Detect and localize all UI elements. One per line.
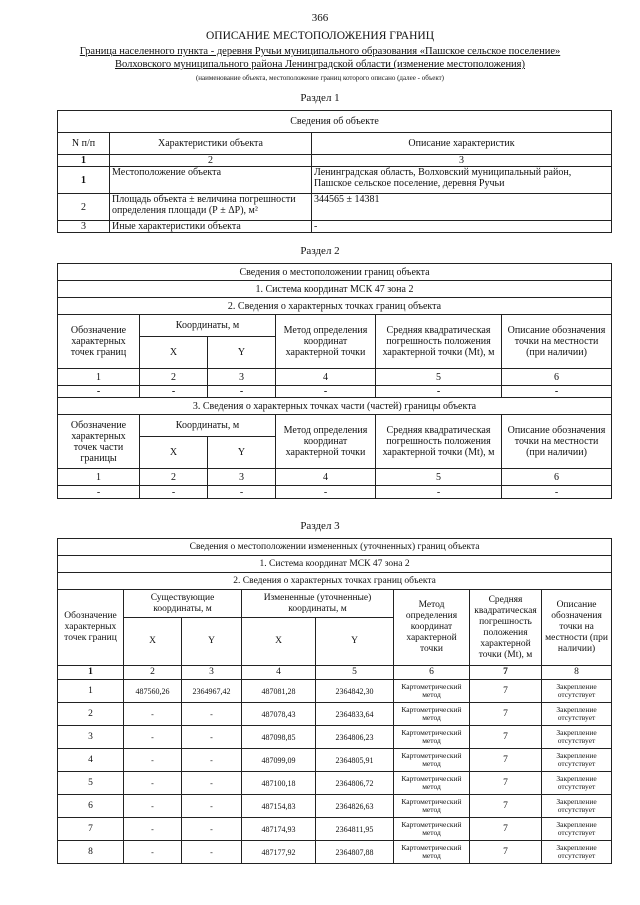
row-number: 2 xyxy=(58,194,110,221)
row-number: 3 xyxy=(58,221,110,233)
cell-dash: - xyxy=(502,486,612,499)
point-number: 3 xyxy=(58,726,124,749)
col-number: 3 xyxy=(182,666,242,680)
table-row xyxy=(58,680,612,703)
error: 7 xyxy=(470,680,542,703)
row-value: Ленинградская область, Волховский муниципальный район, Пашское сельское поселение, деревня Ручьи xyxy=(312,167,612,194)
section-1-table xyxy=(57,110,612,233)
changed-y: 2364807,88 xyxy=(316,841,394,864)
col-number: 1 xyxy=(58,666,124,680)
col-header-method: Метод определения координат характерной точки xyxy=(394,590,470,666)
error: 7 xyxy=(470,726,542,749)
table-row xyxy=(58,772,612,795)
existing-x: - xyxy=(124,795,182,818)
point-description: Закрепление отсутствует xyxy=(542,749,612,772)
error: 7 xyxy=(470,841,542,864)
changed-x: 487099,09 xyxy=(242,749,316,772)
table-row xyxy=(58,795,612,818)
table-row xyxy=(58,818,612,841)
col-header-description: Описание обозначения точки на местности (при наличии) xyxy=(502,315,612,369)
cell-dash: - xyxy=(208,486,276,499)
col-header-existing-coordinates: Существующие координаты, м xyxy=(124,590,242,618)
row-value: 344565 ± 14381 xyxy=(312,194,612,221)
changed-y: 2364806,72 xyxy=(316,772,394,795)
existing-y: - xyxy=(182,772,242,795)
point-description: Закрепление отсутствует xyxy=(542,726,612,749)
row-characteristic: Площадь объекта ± величина погрешности определения площади (Р ± ΔР), м² xyxy=(110,194,312,221)
existing-x: - xyxy=(124,818,182,841)
col-number: 8 xyxy=(542,666,612,680)
page-number: 366 xyxy=(311,12,329,24)
cell-dash: - xyxy=(376,486,502,499)
method: Картометрический метод xyxy=(394,795,470,818)
table-row xyxy=(58,703,612,726)
col-header-error: Средняя квадратическая погрешность положения характерной точки (Mt), м xyxy=(376,415,502,469)
existing-x: - xyxy=(124,772,182,795)
point-number: 2 xyxy=(58,703,124,726)
col-number: 5 xyxy=(376,469,502,486)
col-header-point: Обозначение характерных точек границ xyxy=(58,315,140,369)
table-row xyxy=(58,194,612,221)
col-number: 6 xyxy=(502,469,612,486)
col-number: 4 xyxy=(276,369,376,386)
col-header-description: Описание обозначения точки на местности (при наличии) xyxy=(502,415,612,469)
cell-dash: - xyxy=(376,386,502,398)
col-header-point: Обозначение характерных точек границ xyxy=(58,590,124,666)
existing-y: - xyxy=(182,841,242,864)
col-header-point-part: Обозначение характерных точек части границы xyxy=(58,415,140,469)
row-characteristic: Иные характеристики объекта xyxy=(110,221,312,233)
point-description: Закрепление отсутствует xyxy=(542,795,612,818)
existing-x: - xyxy=(124,726,182,749)
point-number: 6 xyxy=(58,795,124,818)
existing-y: - xyxy=(182,726,242,749)
existing-y: - xyxy=(182,795,242,818)
table-row xyxy=(58,167,612,194)
col-header-y: Y xyxy=(316,618,394,666)
col-number: 5 xyxy=(316,666,394,680)
col-number: 2 xyxy=(140,369,208,386)
col-number: 2 xyxy=(140,469,208,486)
method: Картометрический метод xyxy=(394,726,470,749)
col-header-y: Y xyxy=(208,437,276,469)
col-header-description: Описание характеристик xyxy=(312,133,612,155)
method: Картометрический метод xyxy=(394,818,470,841)
changed-x: 487177,92 xyxy=(242,841,316,864)
col-number: 5 xyxy=(376,369,502,386)
table-row xyxy=(58,386,612,398)
subtitle-note: (наименование объекта, местоположение границ которого описано (далее - объект) xyxy=(195,74,445,82)
col-number: 3 xyxy=(208,369,276,386)
section-2-caption: Сведения о местоположении границ объекта xyxy=(58,264,612,281)
existing-x: - xyxy=(124,749,182,772)
section-3-label: Раздел 3 xyxy=(300,520,340,532)
cell-dash: - xyxy=(502,386,612,398)
point-description: Закрепление отсутствует xyxy=(542,818,612,841)
table-row xyxy=(58,749,612,772)
point-description: Закрепление отсутствует xyxy=(542,703,612,726)
col-header-x: X xyxy=(124,618,182,666)
changed-x: 487154,83 xyxy=(242,795,316,818)
error: 7 xyxy=(470,772,542,795)
section-1-label: Раздел 1 xyxy=(300,92,340,104)
changed-y: 2364842,30 xyxy=(316,680,394,703)
col-number: 4 xyxy=(242,666,316,680)
point-number: 7 xyxy=(58,818,124,841)
method: Картометрический метод xyxy=(394,841,470,864)
changed-y: 2364805,91 xyxy=(316,749,394,772)
col-header-x: X xyxy=(140,437,208,469)
part-2-heading: 2. Сведения о характерных точках границ объекта xyxy=(58,298,612,315)
method: Картометрический метод xyxy=(394,703,470,726)
part-3-heading: 3. Сведения о характерных точках части (частей) границы объекта xyxy=(58,398,612,415)
changed-x: 487098,85 xyxy=(242,726,316,749)
col-header-n: N п/п xyxy=(58,133,110,155)
col-header-changed-coordinates: Измененные (уточненные) координаты, м xyxy=(242,590,394,618)
part-2-heading: 2. Сведения о характерных точках границ объекта xyxy=(58,573,612,590)
col-number: 1 xyxy=(58,469,140,486)
coordinate-system: 1. Система координат МСК 47 зона 2 xyxy=(58,556,612,573)
col-header-error: Средняя квадратическая погрешность положения характерной точки (Mt), м xyxy=(470,590,542,666)
col-header-characteristics: Характеристики объекта xyxy=(110,133,312,155)
col-number: 1 xyxy=(58,155,110,167)
changed-x: 487078,43 xyxy=(242,703,316,726)
col-header-coordinates: Координаты, м xyxy=(140,315,276,337)
cell-dash: - xyxy=(58,386,140,398)
section-1-caption: Сведения об объекте xyxy=(58,111,612,133)
section-3-table xyxy=(57,538,612,864)
coordinate-system: 1. Система координат МСК 47 зона 2 xyxy=(58,281,612,298)
method: Картометрический метод xyxy=(394,772,470,795)
col-number: 6 xyxy=(394,666,470,680)
changed-x: 487174,93 xyxy=(242,818,316,841)
table-row xyxy=(58,221,612,233)
cell-dash: - xyxy=(58,486,140,499)
error: 7 xyxy=(470,818,542,841)
row-value: - xyxy=(312,221,612,233)
error: 7 xyxy=(470,795,542,818)
col-header-x: X xyxy=(140,337,208,369)
col-number: 6 xyxy=(502,369,612,386)
col-number: 7 xyxy=(470,666,542,680)
section-3-caption: Сведения о местоположении измененных (уточненных) границ объекта xyxy=(58,539,612,556)
subtitle-line-1: Граница населенного пункта - деревня Ручьи муниципального образования «Пашское сельское поселение» xyxy=(79,46,561,57)
error: 7 xyxy=(470,749,542,772)
col-header-y: Y xyxy=(182,618,242,666)
col-header-error: Средняя квадратическая погрешность положения характерной точки (Mt), м xyxy=(376,315,502,369)
error: 7 xyxy=(470,703,542,726)
table-row xyxy=(58,841,612,864)
changed-x: 487100,18 xyxy=(242,772,316,795)
point-description: Закрепление отсутствует xyxy=(542,772,612,795)
existing-y: 2364967,42 xyxy=(182,680,242,703)
existing-y: - xyxy=(182,818,242,841)
table-row xyxy=(58,726,612,749)
row-characteristic: Местоположение объекта xyxy=(110,167,312,194)
method: Картометрический метод xyxy=(394,680,470,703)
existing-y: - xyxy=(182,749,242,772)
changed-y: 2364806,23 xyxy=(316,726,394,749)
col-number: 1 xyxy=(58,369,140,386)
col-header-x: X xyxy=(242,618,316,666)
document-title: ОПИСАНИЕ МЕСТОПОЛОЖЕНИЯ ГРАНИЦ xyxy=(205,30,435,42)
cell-dash: - xyxy=(140,486,208,499)
cell-dash: - xyxy=(208,386,276,398)
existing-x: - xyxy=(124,703,182,726)
col-number: 3 xyxy=(208,469,276,486)
col-header-coordinates: Координаты, м xyxy=(140,415,276,437)
col-number: 3 xyxy=(312,155,612,167)
existing-x: - xyxy=(124,841,182,864)
point-number: 8 xyxy=(58,841,124,864)
col-header-method: Метод определения координат характерной точки xyxy=(276,415,376,469)
point-number: 5 xyxy=(58,772,124,795)
section-2-table xyxy=(57,263,612,499)
point-number: 4 xyxy=(58,749,124,772)
method: Картометрический метод xyxy=(394,749,470,772)
col-number: 4 xyxy=(276,469,376,486)
changed-y: 2364811,95 xyxy=(316,818,394,841)
cell-dash: - xyxy=(276,386,376,398)
changed-y: 2364833,64 xyxy=(316,703,394,726)
col-header-description: Описание обозначения точки на местности (при наличии) xyxy=(542,590,612,666)
point-description: Закрепление отсутствует xyxy=(542,841,612,864)
existing-y: - xyxy=(182,703,242,726)
changed-y: 2364826,63 xyxy=(316,795,394,818)
existing-x: 487560,26 xyxy=(124,680,182,703)
cell-dash: - xyxy=(140,386,208,398)
section-2-label: Раздел 2 xyxy=(300,245,340,257)
col-number: 2 xyxy=(124,666,182,680)
table-row xyxy=(58,486,612,499)
point-description: Закрепление отсутствует xyxy=(542,680,612,703)
col-number: 2 xyxy=(110,155,312,167)
row-number: 1 xyxy=(58,167,110,194)
point-number: 1 xyxy=(58,680,124,703)
changed-x: 487081,28 xyxy=(242,680,316,703)
col-header-y: Y xyxy=(208,337,276,369)
col-header-method: Метод определения координат характерной точки xyxy=(276,315,376,369)
subtitle-line-2: Волховского муниципального района Ленинградской области (изменение местоположения) xyxy=(114,59,526,70)
cell-dash: - xyxy=(276,486,376,499)
